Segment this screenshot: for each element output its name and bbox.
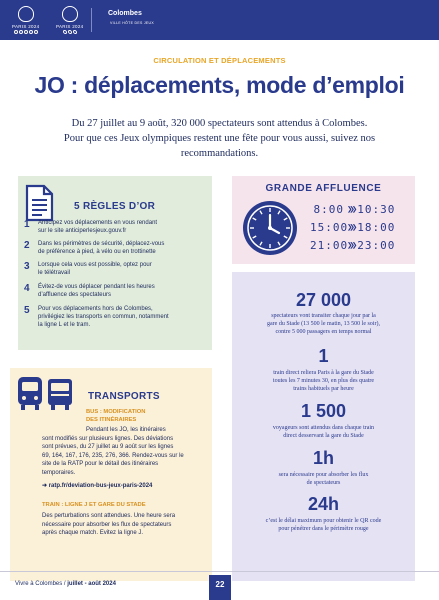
rule-number: 2 (24, 240, 30, 251)
rush-hours-title: GRANDE AFFLUENCE (265, 183, 382, 194)
rush-slot (310, 221, 395, 234)
arrow-icon: ❯❯❯ (347, 222, 355, 233)
stat-description: spectateurs vont transiter chaque jour par la gare du Stade (13 500 le matin, 13 500 le soir), contre 5 000 passagers en temps normal (267, 313, 380, 335)
rule-number: 3 (24, 261, 30, 272)
rule-text: Anticipez vos déplacements en vous rendant sur le site anticiperlesjeux.gouv.fr (38, 220, 158, 235)
train-text-line: nécessaire pour absorber les flux de spectateurs (42, 522, 172, 528)
bus-text-line: temporaires. (42, 470, 76, 476)
train-text-line: après chaque match. Evitez la ligne J. (42, 530, 144, 536)
olympic-rings-icon (14, 30, 38, 34)
rule-text: Dans les périmètres de sécurité, déplacez-vous de préférence à pied, à vélo ou en trottinette (38, 241, 165, 256)
footer-divider (0, 571, 439, 572)
slot-start: 15:00 (310, 221, 349, 234)
flame-icon (62, 6, 78, 22)
stat-value: 1h (312, 448, 334, 468)
intro-line: Du 27 juillet au 9 août, 320 000 spectateurs sont attendus à Colombes. (71, 118, 368, 129)
logo-text: PARIS 2024 (56, 24, 84, 29)
stat-description: train direct reliera Paris à la gare du Stade toutes les 7 minutes 30, en plus des quatre trains habituels par heure (272, 370, 375, 392)
rule-number: 1 (24, 219, 30, 230)
document-icon (22, 184, 56, 222)
slot-end: 10:30 (357, 203, 396, 216)
intro-line: recommandations. (180, 148, 259, 159)
paris-2024-paralympic-logo (56, 6, 83, 34)
logo-text: PARIS 2024 (12, 24, 40, 29)
rules-title: 5 RÈGLES D’OR (74, 201, 156, 212)
rule-item (24, 261, 204, 277)
stat-value: 24h (307, 494, 340, 514)
bus-text-line: 69, 164, 167, 176, 235, 276, 366. Rendez-vous sur le (42, 453, 184, 459)
bus-text-line: sont modifiés sur plusieurs lignes. Des déviations (42, 436, 174, 442)
page-title: JO : déplacements, mode d’emploi (34, 72, 405, 98)
slot-end: 23:00 (357, 239, 396, 252)
bus-subheading: BUS : MODIFICATION DES ITINÉRAIRES (86, 409, 146, 423)
rule-text: Lorsque cela vous est possible, optez pour le télétravail (38, 262, 152, 277)
arrow-icon: ❯❯❯ (347, 240, 355, 251)
stat-description: sera nécessaire pour absorber les flux de spectateurs (278, 472, 369, 486)
town-logo: Colombes (108, 10, 142, 17)
page-number: 22 (209, 575, 231, 600)
train-text-line: Des perturbations sont attendues. Une heure sera (42, 513, 176, 519)
section-kicker: CIRCULATION ET DÉPLACEMENTS (153, 56, 286, 65)
rush-slot (310, 239, 395, 252)
header-bar (0, 0, 439, 40)
arrow-icon: ❯❯❯ (347, 204, 355, 215)
logo-divider (91, 8, 92, 32)
intro-line: Pour que ces Jeux olympiques restent une fête pour vous aussi, suivez nos (63, 133, 376, 144)
bus-text-line: Pendant les JO, les itinéraires (86, 427, 166, 433)
slot-start: 21:00 (310, 239, 349, 252)
magazine-name: Vivre à Colombes / (15, 581, 68, 587)
rule-item (24, 240, 204, 256)
issue-date: juillet - août 2024 (67, 581, 116, 587)
slot-start: 8:00 (313, 203, 344, 216)
bus-text-line: sont prévues, du 27 juillet au 9 août sur les lignes (42, 444, 174, 450)
footer-credit (15, 581, 116, 587)
rule-text: Pour vos déplacements hors de Colombes, privilégiez les transports en commun, notamment la ligne L et le tram. (38, 306, 169, 329)
rule-number: 5 (24, 305, 30, 316)
town-tagline: VILLE HÔTE DES JEUX (110, 21, 155, 25)
stat-value: 1 500 (300, 401, 347, 421)
stat-description: c’est le délai maximum pour obtenir le QR code pour pénétrer dans le périmètre rouge (265, 518, 382, 532)
paris-2024-olympic-logo (12, 6, 39, 34)
ratp-deviation-link[interactable]: ➜ ratp.fr/deviation-bus-jeux-paris-2024 (42, 483, 153, 489)
rule-item (24, 305, 204, 330)
bus-text-line: site de la RATP pour le détail des itinéraires (42, 461, 159, 467)
stat-value: 1 (318, 346, 329, 366)
rule-number: 4 (24, 283, 30, 294)
bus-and-train-icon (14, 374, 76, 414)
rush-slot (310, 203, 395, 216)
slot-end: 18:00 (357, 221, 396, 234)
stat-value: 27 000 (295, 290, 352, 310)
clock-icon (242, 200, 298, 256)
stat-description: voyageurs sont attendus dans chaque train direct desservant la gare du Stade (272, 425, 375, 439)
transports-title: TRANSPORTS (88, 391, 160, 402)
rule-item (24, 283, 204, 299)
rule-item (24, 219, 204, 235)
paralympic-agitos-icon (63, 30, 77, 34)
rule-text: Évitez-de vous déplacer pendant les heures d’affluence des spectateurs (38, 284, 155, 299)
train-subheading: TRAIN : LIGNE J ET GARE DU STADE (42, 502, 146, 508)
intro-paragraph (42, 116, 397, 161)
flame-icon (18, 6, 34, 22)
